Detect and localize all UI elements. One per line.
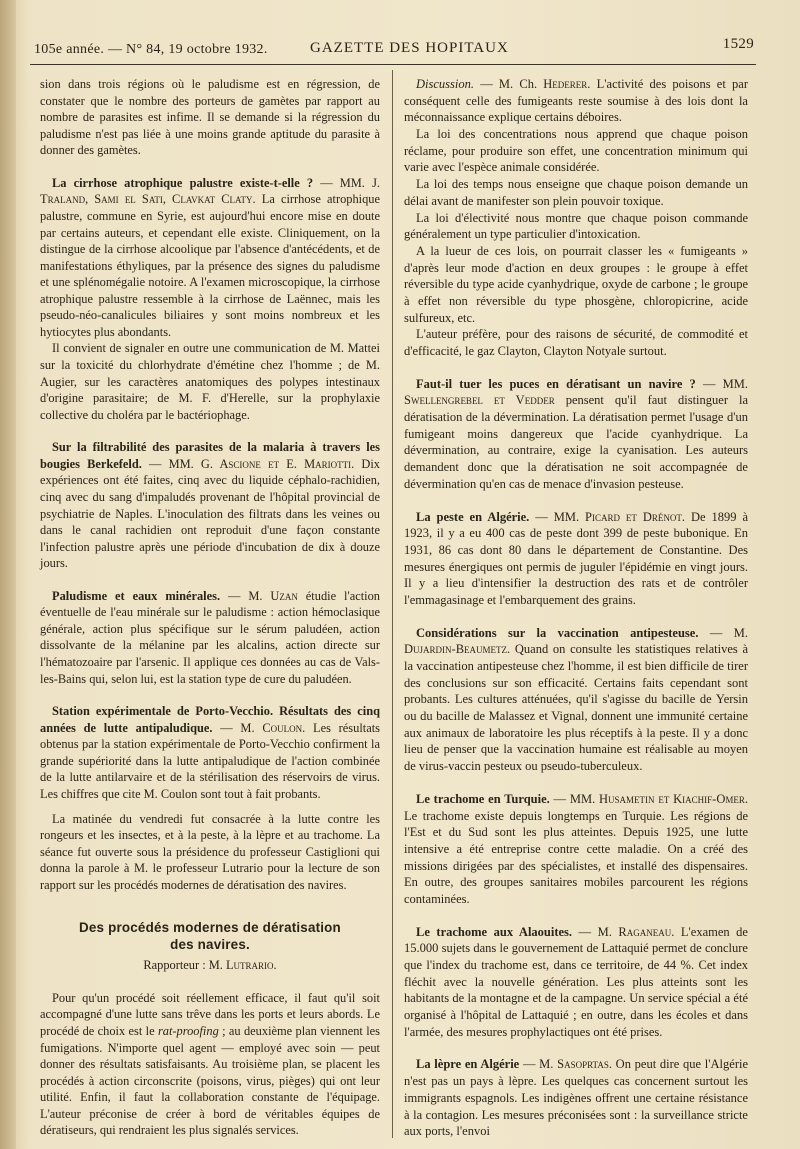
section-body: Les résultats obtenus par la station expérimentale de Porto-Vecchio confirment la grande supériorité dans la lutte antipaludique de l'action combinée de la lutte antilarvaire et de la stérilisation des réservoirs de virus. Les chiffres que cite M. Coulon sont tout à fait probants. [40,720,380,801]
header-rule [30,64,756,65]
issue-line: 105e année. — N° 84, 19 octobre 1932. [34,42,268,57]
section-heading: La peste en Algérie. [416,509,530,524]
section-heading: Le trachome en Turquie. [416,791,550,806]
section-heading: Le trachome aux Alaouites. [416,924,573,939]
paragraph: sion dans trois régions où le paludisme est en régression, de constater que le nombre des porteurs de gamètes par rapport au nombre de parasites est infime. Il se demande si la régression du paludisme n'est pas liée à une moins grande aptitude du parasite à donner des gamètes. [40,77,380,158]
author-prefix: — M. [519,1057,558,1072]
author-prefix: — MM. [141,456,201,471]
section-heading: Paludisme et eaux minérales. [52,588,221,603]
column-divider [392,70,393,1138]
paragraph: La loi d'électivité nous montre que chaque poison commande généralement un type particulier d'intoxication. [404,210,748,242]
section-body: Dix expériences ont été faites, cinq avec du liquide céphalo-rachidien, cinq avec du sang d'impaludés provenant de l'hôpital provincial de psychiatrie de Naples. L'inoculation des filtrats dans les veines ou dans le canal rachidien ont reproduit d'une façon constante l'infection palustre après une période d'incubation de dix à douze jours. [40,456,381,571]
paragraph: L'auteur préfère, pour des raisons de sécurité, de commodité et d'efficacité, le gaz Clayton, Clayton Notyale surtout. [404,327,748,358]
section-body: On peut dire que l'Algérie n'est pas un pays à lèpre. Les quelques cas concernent surtout les immigrants espagnols. Les indigènes offrent une certaine résistance à la contagion. Les mesures préconisées sont : la surveillance stricte aux ports, l'envoi [404,1057,748,1139]
author-prefix: — M. [220,588,271,603]
authors: Swellengrebel et Vedder [404,393,555,408]
rapporteur-label: Rapporteur : M. [143,958,226,973]
section-body: L'examen de 15.000 sujets dans le gouvernement de Lattaquié permet de conclure que l'index du trachome est, dans ce territoire, de 44 %. Cet index fléchit avec la nouvelle génération. Les plus atteints sont les habitants de la montagne et de la campagne. Un service spécial a été organisé à l'hôpital de Lattaquié ; en outre, dans les écoles et dans l'armée, des mesures prophylactiques ont été prises. [404,924,748,1039]
authors: Coulon. [262,720,306,735]
section-heading: Considérations sur la vaccination antipesteuse. [416,625,699,640]
authors: Uzan [270,588,298,603]
paragraph: La loi des concentrations nous apprend que chaque poison réclame, pour produire son effet, une concentration minimum qui varie avec l'espèce animale considérée. [404,127,748,175]
section-body: De 1899 à 1923, il y a eu 400 cas de peste dont 399 de peste bubonique. En 1931, 86 cas dont 80 dans le département de Constantine. Des mesures énergiques ont permis de juguler l'épidémie en vingt jours. Il y a lieu d'intensifier la destruction des rats et de contrôler l'emmagasinage et l'embarquement des grains. [404,509,748,607]
section-body: pensent qu'il faut distinguer la dératisation de la dévermination. La dératisation permet l'usage d'un fumigeant moins dangereux que l'acide cyanhydrique. La dévermination, au contraire, exige la cyanisation. Les auteurs demandent donc que la dératisation ne soit accompagnée de dévermination qu'en cas de menace d'invasion pesteuse. [404,393,748,491]
section-body: La cirrhose atrophique palustre, commune en Syrie, est aujourd'hui encore mise en doute par certains auteurs, et cependant elle existe. Cliniquement, on la distingue de la cirrhose alcoolique par l'absence d'antécédents, et de manifestations éthyliques, par la présence des signes du paludisme et une splénomégalie notoire. A l'examen microscopique, la cirrhose atrophique palustre ressemble à la cirrhose de Laënnec, mais les pseudo-néo-canalicules biliaires y sont moins nombreux et les hytiocytes plus abondants. [40,192,380,339]
authors: Picard et Drénot. [585,509,686,524]
section-eaux-minerales [40,588,380,687]
article-title [40,919,380,953]
author-prefix: — M. [212,720,263,735]
italic-term: rat-proofing [157,1024,219,1038]
authors: Raganeau. [618,924,675,939]
running-header [34,36,754,60]
section-lepre-algerie [404,1056,748,1139]
authors: G. Ascione et E. Mariotti. [200,456,355,471]
section-discussion [404,76,748,126]
paragraph: A la lueur de ces lois, on pourrait classer les « fumigeants » d'après leur mode d'action en deux groupes : le groupe à effet réversible du type acide cyanhydrique, oxyde de carbone ; le groupe à effet non réversible du type phosgène, chloropicrine, acide sulfureux, etc. [404,243,748,325]
page-number: 1529 [722,36,754,52]
author-prefix: — MM. [313,175,373,190]
section-peste-algerie [404,509,748,609]
authors: J. Traland, Sami el Sati, Clavkat Claty. [40,175,380,207]
section-heading: Station expérimentale de Porto-Vecchio. Résultats des cinq années de lutte antipaludique. [40,704,380,735]
section-body: Le trachome existe depuis longtemps en Turquie. Les régions de l'Est et du Sud sont les plus atteintes. Depuis 1925, une lutte intensive a été entreprise contre cette maladie. On a créé des missions dirigées par des spécialistes, et installé des dispensaires. En outre, des groupes sanitaires mobiles parcourent les régions contaminées. [404,808,748,906]
paragraph [40,990,380,1139]
section-heading: La lèpre en Algérie [416,1057,520,1072]
rapporteur-name: Lutrario. [225,958,277,973]
section-heading: Sur la filtrabilité des parasites de la malaria à travers les bougies Berkefeld. [40,440,380,471]
section-trachome-alaouites [404,924,748,1041]
text-run: ; au deuxième plan viennent les fumigations. N'importe quel agent — employé avec soin — peut donner des résultats satisfaisants. Au troisième plan, se placent les procédés à action circonscrite (poisons, virus, pièges) qui ont leur utilité. Enfin, il faut la collaboration constante de l'équipage. L'auteur préconise de créer à bord de véritables équipes de dératiseurs, qui rendraient les plus signalés services. [40,1024,380,1138]
rapporteur-line [40,957,380,974]
right-column [404,76,748,1140]
section-vaccination [404,625,748,775]
author-prefix: — MM. [695,376,748,391]
author-prefix: — M. Ch. [474,77,544,91]
section-heading: Discussion. [416,77,474,91]
section-puces [404,376,748,493]
page-binding-edge [0,0,16,1149]
section-body: L'activité des poisons et par conséquent celle des fumigeants reste soumise à des lois dont la méconnaissance explique certains déboires. [404,77,748,125]
section-porto-vecchio [40,703,380,802]
authors: Dujardin-Beaumetz. [404,642,511,657]
article-title-line: Des procédés modernes de dératisation [79,920,341,936]
section-body: Quand on consulte les statistiques relatives à la vaccination antipesteuse chez l'homme, il est bien difficile de tirer des conclusions sur son efficacité. Certains faits cependant sont probants. Les cultures atténuées, qu'il s'agisse du bacille de Yersin ou du bacille de Malassez et Vignal, donnent une immunité certaine aux animaux de laboratoire les plus réceptifs à la peste. Il y a donc lieu de penser que la vaccination humaine est réalisable au moyen de virus-vaccin pesteux ou pseudo-tuberculeux. [404,642,748,774]
paragraph: La matinée du vendredi fut consacrée à la lutte contre les rongeurs et les insectes, et à la peste, à la lèpre et au trachome. La séance fut ouverte sous la présidence du professeur Castiglioni qui donna la parole à M. le professeur Lutrario pour la lecture de son rapport sur les procédés modernes de dératisation des navires. [40,811,380,892]
section-filtrabilite [40,439,380,572]
paragraph: La loi des temps nous enseigne que chaque poison demande un délai avant de manifester son plein pouvoir toxique. [404,177,748,208]
author-prefix: — M. [572,924,619,939]
authors: Sasoprtas. [557,1057,612,1072]
authors: Husametin et Kiachif-Omer. [599,791,748,806]
section-cirrhose [40,175,380,341]
author-prefix: — MM. [529,509,586,524]
left-column [40,76,380,1139]
paragraph: Il convient de signaler en outre une communication de M. Mattei sur la toxicité du chlorhydrate d'émétine chez l'homme ; de M. Augier, sur les caractères anatomiques des polypes intestinaux d'origine parasitaire; de M. F. d'Herelle, sur la prophylaxie collective du choléra par le bactériophage. [40,341,380,422]
author-prefix: — M. [698,625,748,640]
article-title-line: des navires. [170,937,250,953]
section-body: étudie l'action éventuelle de l'eau minérale sur le paludisme : action hémoclasique générale, action plus spécifique sur le sérum paludéen, action dissolvante de la mélanine par les alcalins, action directe sur l'hématozoaire par l'arsenic. Il applique ces données au cas de Vals-les-Bains qui, selon lui, est la station type de cure du paludéen. [40,588,380,686]
text-run: Pour qu'un procédé soit réellement efficace, il faut qu'il soit accompagné d'une lutte sans trêve dans les ports et leurs abords. Le procédé de choix est le [40,990,380,1038]
authors: Hederer. [543,77,591,91]
section-trachome-turquie [404,791,748,908]
section-heading: La cirrhose atrophique palustre existe-t-elle ? [52,175,314,190]
author-prefix: — MM. [549,791,600,806]
journal-title: GAZETTE DES HOPITAUX [310,40,509,56]
section-heading: Faut-il tuer les puces en dératisant un navire ? [416,376,696,391]
